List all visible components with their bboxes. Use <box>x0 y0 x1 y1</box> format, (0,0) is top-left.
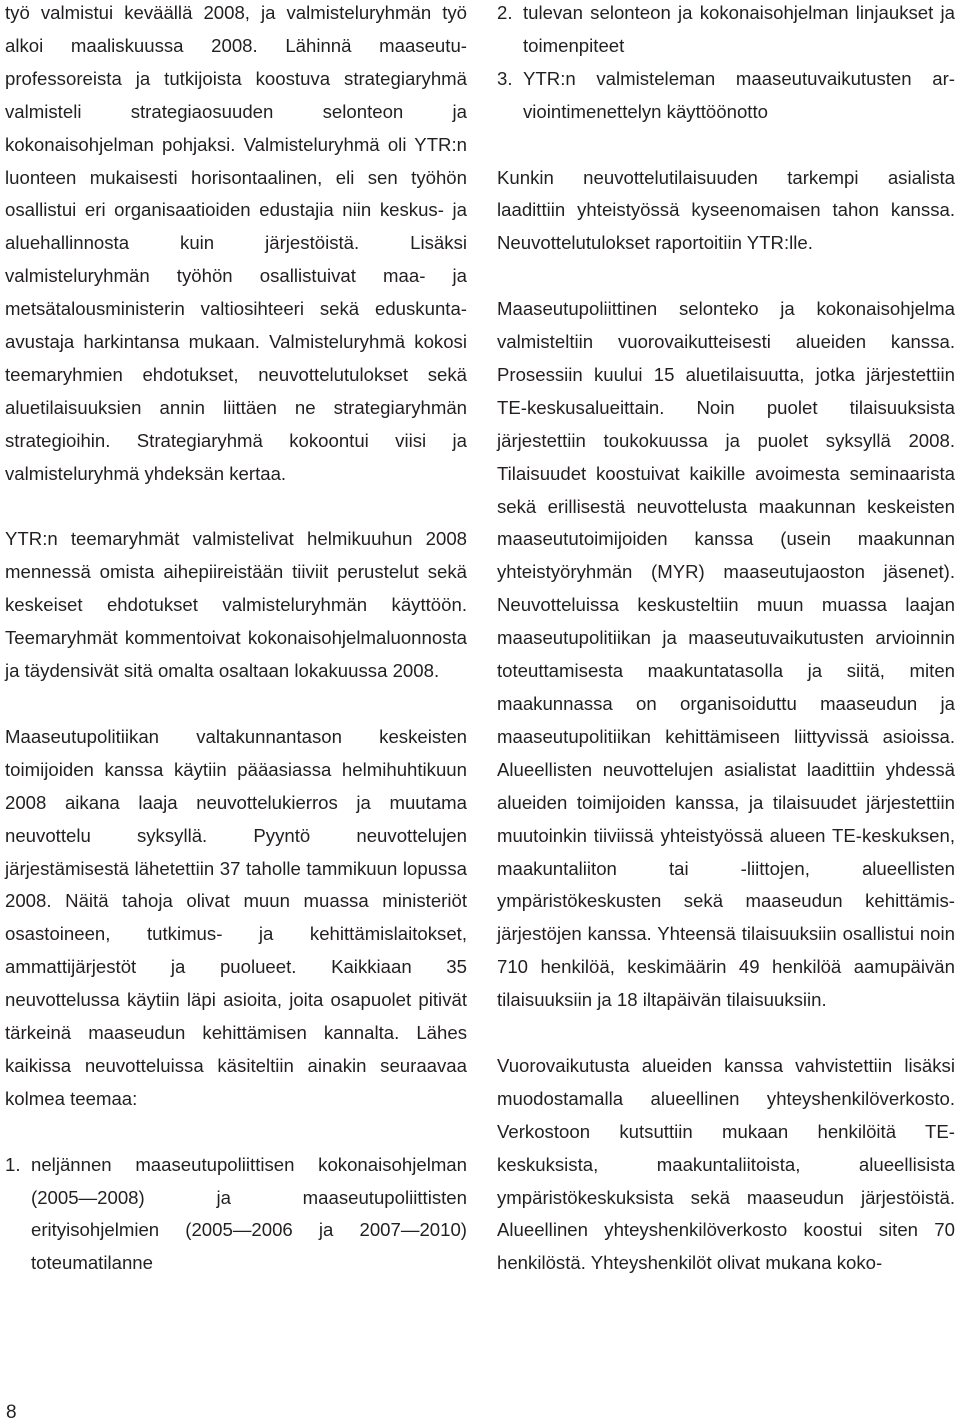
list-item <box>5 1149 467 1281</box>
body-paragraph: Vuorovaikutusta alueiden kanssa vahvistettiin lisäksi muodostamalla alueellinen yhteyshenkilöverkosto. Verkostoon kutsuttiin mukaan henkilöitä TE-keskuksista, maakuntaliitoista, alueellisista ympäristökeskuksista sekä maaseudun järjestöistä. Alueellinen yhteyshenkilöverkosto koostui siten 70 henkilöstä. Yhteyshenkilöt olivat mukana koko- <box>497 1054 955 1274</box>
numbered-list <box>497 0 955 129</box>
list-item-text: tulevan selonteon ja kokonaisohjelman linjaukset ja toimenpiteet <box>523 2 955 56</box>
list-number: 2. <box>497 2 513 23</box>
numbered-list <box>5 1149 467 1281</box>
list-number: 1. <box>5 1153 21 1175</box>
body-paragraph: YTR:n teemaryhmät valmistelivat helmikuuhun 2008 mennessä omista aihepiireistään tiiviit perustelut sekä keskeiset ehdotukset valmisteluryhmän käyttöön. Teemaryhmät kommentoivat kokonaisohjelmaluonnosta ja täydensivät sitä omalta osaltaan lokakuussa 2008. <box>5 528 467 682</box>
body-paragraph: työ valmistui keväällä 2008, ja valmisteluryhmän työ alkoi maaliskuussa 2008. Lähinnä maaseutuprofessoreista ja tutkijoista koostuva strategiaryhmä valmisteli strategiaosuuden selonteon ja kokonaisohjelman pohjaksi. Valmisteluryhmä oli YTR:n luonteen mukaisesti horisontaalinen, eli sen työhön osallistui eri organisaatioiden edustajia niin keskus- ja aluehallinnosta kuin järjestöistä. Lisäksi valmisteluryhmän työhön osallistuivat maa- ja metsätalousministerin valtiosihteeri sekä eduskunta-avustaja harkintansa mukaan. Valmisteluryhmä kokosi teemaryhmien ehdotukset, neuvottelutulokset sekä aluetilaisuuksien annin liittäen ne strategiaryhmän strategioihin. Strategiaryhmä kokoontui viisi ja valmisteluryhmä yhdeksän kertaa. <box>5 2 467 484</box>
body-paragraph: Maaseutupoliittinen selonteko ja kokonaisohjelma valmisteltiin vuorovaikutteisesti alueiden kanssa. Prosessiin kuului 15 aluetilaisuutta, jotka järjestettiin TE-keskusalueittain. Noin puolet tilaisuuksista järjestettiin toukokuussa ja puolet syksyllä 2008. Tilaisuudet koostuivat kaikille avoimesta seminaarista sekä erillisestä neuvottelusta maakunnan keskeisten maaseututoimijoiden kanssa (usein maakunnan yhteistyöryhmän (MYR) maaseutujaoston jäsenet). Neuvotteluissa keskusteltiin muun muassa laajan maaseutupolitiikan ja maaseutuvaikutusten arvioinnin toteuttamisesta maakuntatasolla ja siitä, miten maakunnassa on organisoiduttu maaseudun ja maaseutupolitiikan kehittämiseen liittyvissä asioissa. Alueellisten neuvottelujen asialistat laadittiin yhdessä alueiden toimijoiden kanssa, ja tilaisuudet järjestettiin muutoinkin tiiviissä yhteistyössä alueen TE-keskuksen, maakuntaliiton tai -liittojen, alueellisten ympäristökeskusten sekä maaseudun kehittämisjärjestöjen kanssa. Yhteensä tilaisuuksiin osallistui noin 710 henkilöä, keskimäärin 49 henkilöä aamupäivän tilaisuuksiin ja 18 iltapäivän tilaisuuksiin. <box>497 298 955 1011</box>
list-number: 3. <box>497 67 513 89</box>
list-item <box>497 63 955 129</box>
body-paragraph: Kunkin neuvottelutilaisuuden tarkempi asialista laadittiin yhteistyössä kyseenomaisen tahon kanssa. Neuvottelutulokset raportoitiin YTR:lle. <box>497 166 955 254</box>
page-number: 8 <box>6 1402 17 1423</box>
list-item-text: neljännen maaseutupoliittisen kokonaisohjelman (2005—2008) ja maaseutupoliittisten erityisohjelmien (2005—2006 ja 2007—2010) toteumatilanne <box>31 1153 467 1274</box>
body-paragraph: Maaseutupolitiikan valtakunnantason keskeisten toimijoiden kanssa käytiin pääasiassa helmihuhtikuun 2008 aikana laaja neuvottelukierros ja muutama neuvottelu syksyllä. Pyyntö neuvottelujen järjestämisestä lähetettiin 37 taholle tammikuun lopussa 2008. Näitä tahoja olivat muun muassa ministeriöt osastoineen, tutkimus- ja kehittämislaitokset, ammattijärjestöt ja puolueet. Kaikkiaan 35 neuvottelussa käytiin läpi asioita, joita osapuolet pitivät tärkeinä maaseudun kehittämisen kannalta. Lähes kaikissa neuvotteluissa käsiteltiin ainakin seuraavaa kolmea teemaa: <box>5 725 467 1109</box>
list-item <box>497 0 955 63</box>
left-column <box>5 0 467 1313</box>
list-item-text: YTR:n valmisteleman maaseutuvaikutusten arviointimenettelyn käyttöönotto <box>523 67 955 122</box>
right-column <box>497 0 955 1280</box>
